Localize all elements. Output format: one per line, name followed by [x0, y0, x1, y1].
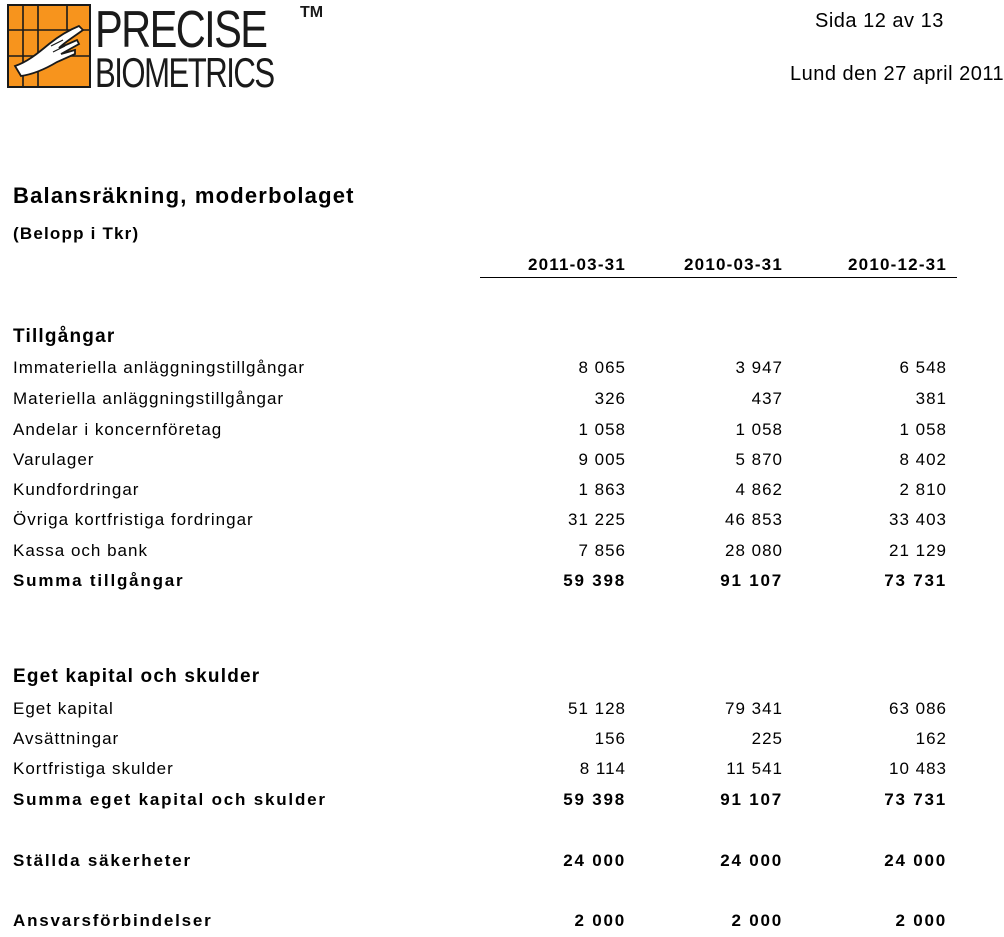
row-value: 10 483	[889, 759, 947, 778]
row-label: Materiella anläggningstillgångar	[13, 389, 285, 408]
row-value: 79 341	[725, 699, 783, 718]
row-value: 1 058	[735, 420, 783, 439]
section-heading-assets: Tillgångar	[13, 326, 116, 347]
row-value: 1 058	[899, 420, 947, 439]
table-row	[0, 510, 960, 536]
row-value: 3 947	[735, 358, 783, 377]
row-value: 4 862	[735, 480, 783, 499]
row-value: 33 403	[889, 510, 947, 529]
row-value: 21 129	[889, 541, 947, 560]
pledged-assets-row	[0, 851, 960, 877]
row-label: Eget kapital	[13, 699, 114, 718]
row-value: 28 080	[725, 541, 783, 560]
table-row	[0, 389, 960, 415]
row-label: Avsättningar	[13, 729, 120, 748]
row-value: 2 000	[574, 911, 626, 930]
row-label: Kassa och bank	[13, 541, 148, 560]
row-value: 73 731	[884, 571, 947, 590]
table-row	[0, 450, 960, 476]
row-label: Immateriella anläggningstillgångar	[13, 358, 305, 377]
table-row	[0, 480, 960, 506]
row-value: 24 000	[884, 851, 947, 870]
row-value: 24 000	[563, 851, 626, 870]
row-value: 8 114	[579, 759, 626, 778]
page-number: Sida 12 av 13	[815, 10, 944, 32]
row-label: Andelar i koncernföretag	[13, 420, 223, 439]
row-label: Summa eget kapital och skulder	[13, 790, 327, 809]
table-row	[0, 420, 960, 446]
page-title: Balansräkning, moderbolaget	[13, 183, 355, 208]
row-value: 156	[594, 729, 626, 748]
row-value: 11 541	[726, 759, 783, 778]
row-value: 2 000	[895, 911, 947, 930]
column-header-2010-03-31: 2010-03-31	[684, 255, 783, 274]
row-value: 1 863	[578, 480, 626, 499]
amount-unit-note: (Belopp i Tkr)	[13, 224, 140, 243]
row-value: 381	[915, 389, 947, 408]
row-value: 1 058	[578, 420, 626, 439]
row-label: Övriga kortfristiga fordringar	[13, 510, 254, 529]
row-label: Kundfordringar	[13, 480, 140, 499]
row-label: Kortfristiga skulder	[13, 759, 174, 778]
row-value: 326	[594, 389, 626, 408]
row-value: 31 225	[568, 510, 626, 529]
row-value: 59 398	[563, 571, 626, 590]
table-row	[0, 358, 960, 384]
total-row-equity-liabilities	[0, 790, 960, 816]
table-row	[0, 759, 960, 785]
company-logo	[7, 1, 327, 96]
row-value: 2 000	[731, 911, 783, 930]
trademark-mark: TM	[300, 4, 324, 21]
total-row-assets	[0, 571, 960, 597]
row-value: 51 128	[568, 699, 626, 718]
row-value: 59 398	[563, 790, 626, 809]
contingent-liabilities-row	[0, 911, 960, 937]
row-value: 24 000	[720, 851, 783, 870]
logo-word-precise: PRECISE	[95, 1, 267, 59]
column-header-2011-03-31: 2011-03-31	[527, 255, 626, 274]
fingerprint-hand-icon	[7, 4, 91, 88]
row-value: 2 810	[899, 480, 947, 499]
row-value: 91 107	[720, 571, 783, 590]
row-value: 162	[915, 729, 947, 748]
row-label: Varulager	[13, 450, 95, 469]
row-value: 437	[751, 389, 783, 408]
section-heading-equity-liabilities: Eget kapital och skulder	[13, 666, 261, 687]
table-row	[0, 699, 960, 725]
row-value: 8 065	[578, 358, 626, 377]
row-value: 6 548	[899, 358, 947, 377]
row-value: 7 856	[578, 541, 626, 560]
row-value: 63 086	[889, 699, 947, 718]
row-value: 73 731	[884, 790, 947, 809]
document-date: Lund den 27 april 2011	[790, 63, 1004, 85]
table-row	[0, 541, 960, 567]
table-row	[0, 729, 960, 755]
header-divider	[480, 277, 957, 278]
row-value: 8 402	[899, 450, 947, 469]
row-value: 91 107	[720, 790, 783, 809]
row-label: Ansvarsförbindelser	[13, 911, 213, 930]
row-label: Summa tillgångar	[13, 571, 185, 590]
row-value: 225	[751, 729, 783, 748]
logo-word-biometrics: BIOMETRICS	[95, 49, 274, 96]
row-label: Ställda säkerheter	[13, 851, 192, 870]
column-header-2010-12-31: 2010-12-31	[848, 255, 947, 274]
row-value: 46 853	[725, 510, 783, 529]
row-value: 5 870	[735, 450, 783, 469]
row-value: 9 005	[578, 450, 626, 469]
